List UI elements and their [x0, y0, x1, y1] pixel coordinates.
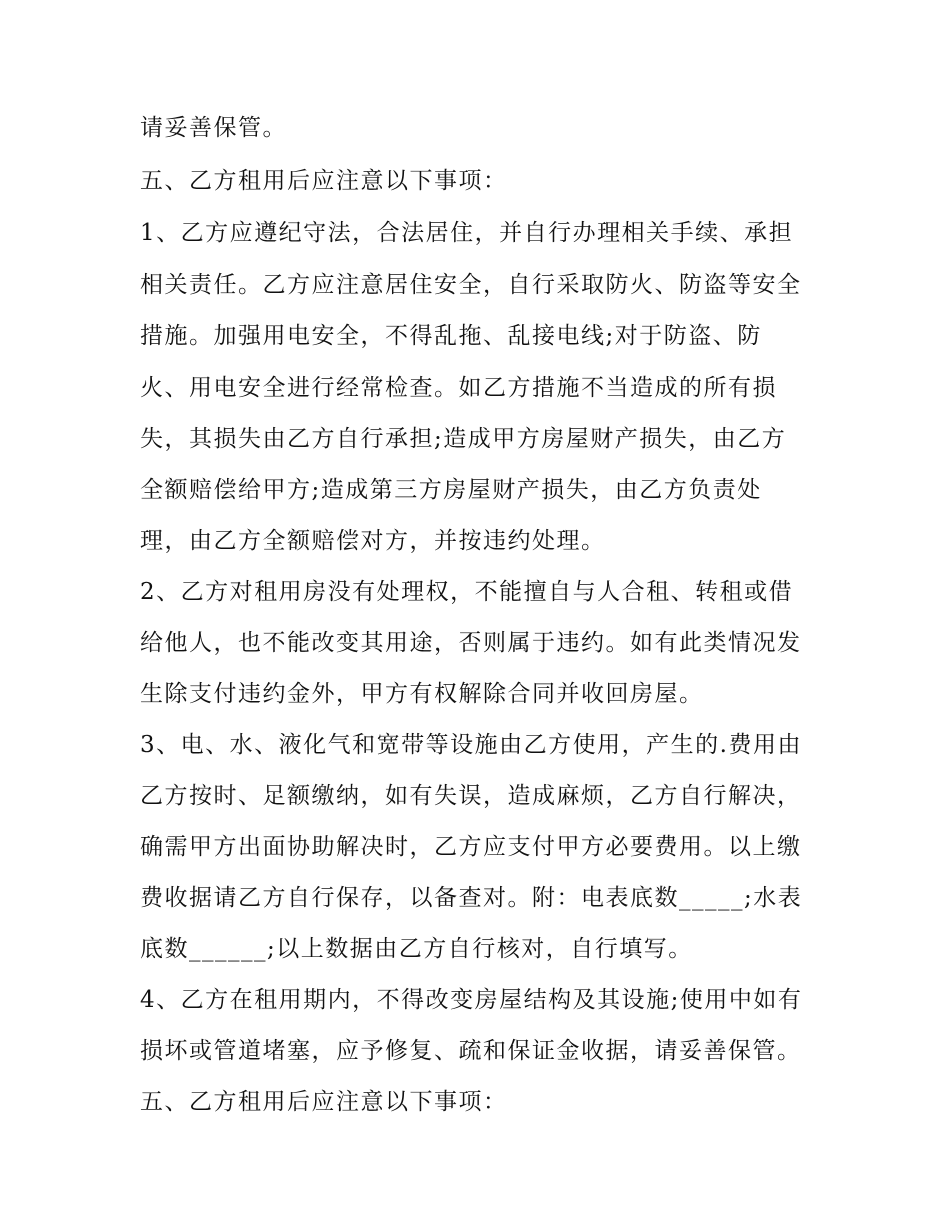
text-line: 失，其损失由乙方自行承担;造成甲方房屋财产损失，由乙方 — [140, 426, 787, 452]
text-line: 2、乙方对租用房没有处理权，不能擅自与人合租、转租或借 — [140, 579, 794, 605]
text-line: 确需甲方出面协助解决时，乙方应支付甲方必要费用。以上缴 — [140, 834, 802, 860]
text-line: 费收据请乙方自行保存，以备查对。附：电表底数_____;水表 — [140, 885, 803, 911]
text-line: 火、用电安全进行经常检查。如乙方措施不当造成的所有损 — [140, 375, 777, 401]
text-line: 损坏或管道堵塞，应予修复、疏和保证金收据，请妥善保管。 — [140, 1038, 802, 1064]
text-line: 底数______;以上数据由乙方自行核对，自行填写。 — [140, 936, 693, 962]
section-heading: 五、乙方租用后应注意以下事项： — [140, 1089, 508, 1115]
text-line: 全额赔偿给甲方;造成第三方房屋财产损失，由乙方负责处 — [140, 477, 762, 503]
text-line: 理，由乙方全额赔偿对方，并按违约处理。 — [140, 528, 606, 554]
text-line: 相关责任。乙方应注意居住安全，自行采取防火、防盗等安全 — [140, 272, 802, 298]
text-line: 1、乙方应遵纪守法，合法居住，并自行办理相关手续、承担 — [140, 220, 794, 246]
text-line: 措施。加强用电安全，不得乱拖、乱接电线;对于防盗、防 — [140, 323, 762, 349]
text-line: 乙方按时、足额缴纳，如有失误，造成麻烦，乙方自行解决， — [140, 783, 802, 809]
text-line: 4、乙方在租用期内，不得改变房屋结构及其设施;使用中如有 — [140, 987, 803, 1013]
text-line: 3、电、水、液化气和宽带等设施由乙方使用，产生的.费用由 — [140, 732, 802, 758]
text-line: 给他人，也不能改变其用途，否则属于违约。如有此类情况发 — [140, 630, 802, 656]
text-line: 生除支付违约金外，甲方有权解除合同并收回房屋。 — [140, 681, 704, 707]
text-line: 请妥善保管。 — [140, 115, 287, 141]
section-heading: 五、乙方租用后应注意以下事项： — [140, 168, 508, 194]
